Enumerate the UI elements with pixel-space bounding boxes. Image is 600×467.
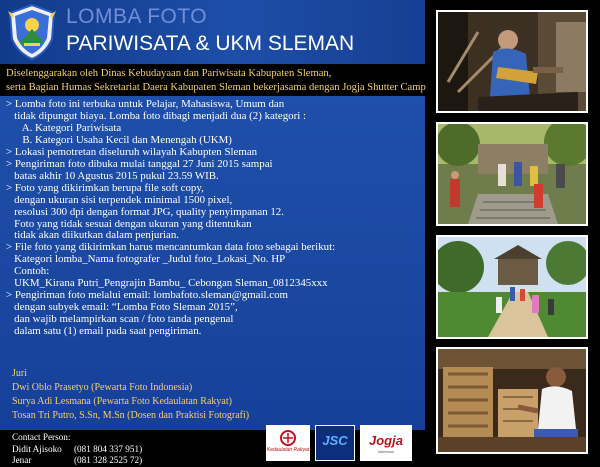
header-banner xyxy=(0,0,425,64)
rule-line: Foto yang tidak sesuai dengan ukuran yang ditentukan xyxy=(6,217,252,230)
organizer-line-1: Diselenggarakan oleh Dinas Kebudayaan dan Pariwisata Kabupaten Sleman, xyxy=(6,68,332,79)
rule-line: dengan subyek email: “Lomba Foto Sleman 2015”, xyxy=(6,301,238,314)
organizer-info xyxy=(0,64,425,96)
sponsor-jsc-label: JSC xyxy=(322,433,348,448)
judge-item: Tosan Tri Putro, S.Sn, M.Sn (Dosen dan Praktisi Fotografi) xyxy=(12,410,250,421)
rules-list xyxy=(6,99,335,338)
judge-item: Dwi Oblo Prasetyo (Pewarta Foto Indonesia) xyxy=(12,382,193,393)
sponsor-jsc-logo xyxy=(315,425,355,461)
judges-heading: Juri xyxy=(12,368,27,379)
photo-bamboo-craftsman xyxy=(436,347,588,454)
rule-line: > Foto yang dikirimkan berupa file soft copy, xyxy=(6,181,204,194)
rule-line: > Pengiriman foto melalui email: lombafoto.sleman@gmail.com xyxy=(6,289,289,302)
title-line-1: LOMBA FOTO xyxy=(66,5,208,28)
rule-line: A. Kategori Pariwisata xyxy=(6,121,122,134)
rules-panel xyxy=(0,96,425,430)
rule-line: > File foto yang dikirimkan harus mencantumkan data foto sebagai berikut: xyxy=(6,241,336,254)
rule-line: Contoh: xyxy=(6,265,50,278)
rule-line: B. Kategori Usaha Kecil dan Menengah (UKM) xyxy=(6,133,232,146)
rule-line: tidak akan diikutkan dalam penjurian. xyxy=(6,229,179,242)
contact-heading: Contact Person: xyxy=(12,432,71,442)
rule-line: > Lomba foto ini terbuka untuk Pelajar, Mahasiswa, Umum dan xyxy=(6,98,285,110)
contact-name: Didit Ajisoko xyxy=(12,443,62,454)
sponsor-jogja-sub: istimewa xyxy=(378,449,394,454)
sleman-regency-emblem-icon xyxy=(6,3,58,61)
rule-line: batas akhir 10 Agustus 2015 pukul 23.59 WIB. xyxy=(6,169,219,182)
judges-list xyxy=(12,367,249,423)
rule-line: dengan ukuran sisi terpendek minimal 1500 pixel, xyxy=(6,193,233,206)
rule-line: dan wajib melampirkan scan / foto tanda pengenal xyxy=(6,313,234,326)
title-line-2: PARIWISATA & UKM SLEMAN xyxy=(66,32,355,55)
rule-line: resolusi 300 dpi dengan format JPG, quality penyimpanan 12. xyxy=(6,205,284,218)
sponsor-kr-label: Kedaulatan Rakyat xyxy=(266,447,310,453)
photo-village-path xyxy=(436,235,588,339)
rule-line: > Lokasi pemotretan diseluruh wilayah Kabupten Sleman xyxy=(6,145,258,158)
photo-weaver xyxy=(436,10,588,113)
rule-line: UKM_Kirana Putri_Pengrajin Bambu_ Cebongan Sleman_0812345xxx xyxy=(6,277,328,290)
organizer-line-2: serta Bagian Humas Sekretariat Daera Kabupaten Sleman bekerjasama dengan Jogja Shutter Camp xyxy=(6,81,426,93)
sponsor-jogja-label: Jogja xyxy=(369,433,403,448)
contact-person xyxy=(12,432,142,467)
contact-row xyxy=(12,444,142,456)
rule-line: > Pengiriman foto dibuka mulai tanggal 27 Juni 2015 sampai xyxy=(6,157,273,170)
judge-item: Surya Adi Lesmana (Pewarta Foto Kedaulatan Rakyat) xyxy=(12,396,232,407)
contact-name: Jenar xyxy=(12,455,32,465)
contact-phone: (081 804 337 951) xyxy=(74,443,143,454)
sponsor-jogja-istimewa-logo xyxy=(360,425,412,461)
sponsor-kedaulatan-rakyat-logo xyxy=(266,425,310,461)
photo-tourists-stairs xyxy=(436,122,588,226)
rule-line: tidak dipungut biaya. Lomba foto dibagi menjadi dua (2) kategori : xyxy=(6,109,307,122)
rule-line: dalam satu (1) email pada saat pengiriman. xyxy=(6,325,202,338)
footer xyxy=(0,430,425,465)
contact-phone: (081 328 2525 72) xyxy=(74,455,143,465)
rule-line: Kategori lomba_Nama fotografer _Judul foto_Lokasi_No. HP xyxy=(6,253,286,266)
